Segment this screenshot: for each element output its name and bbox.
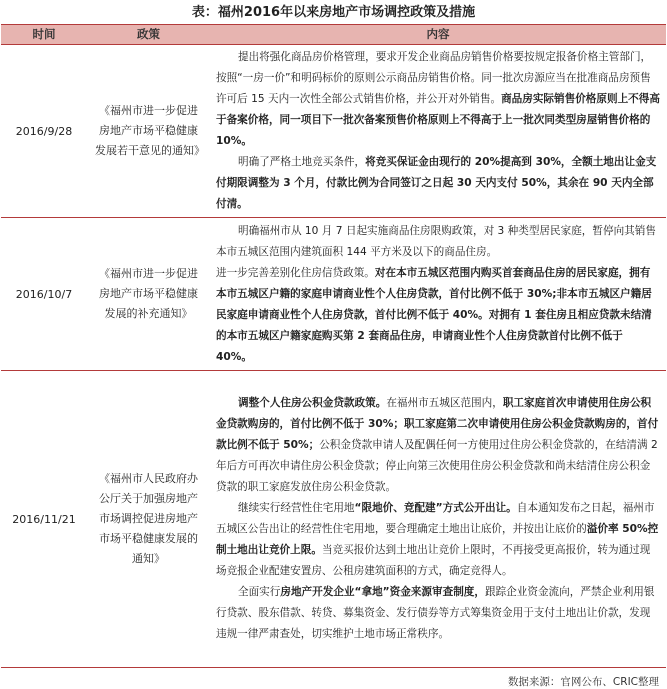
row-content: [210, 218, 666, 371]
content-text: 自本通知发布之日起，福州市五城区公告出让的经营性住宅用地，要合理确定土地出让底价，并按出让底价的: [216, 502, 655, 535]
content-bold-text: 调整个人住房公积金贷款政策。: [238, 397, 387, 409]
table-row: [1, 45, 666, 218]
row-policy: 《福州市进一步促进房地产市场平稳健康发展若干意见的通知》: [87, 45, 210, 218]
content-paragraph: [216, 47, 660, 152]
content-bold-text: 职工家庭首次申请使用住房公积金贷款购房的，首付比例不低于 30%；职工家庭第二次申请使用住房公积金贷款购房的，首付款比例不低于 50%；: [216, 397, 659, 451]
content-bold-text: 商品房实际销售价格原则上不得高于备案价格，同一项目下一批次备案预售价格原则上不得高于上一批次同类型房屋销售价格的 10%。: [216, 93, 660, 147]
content-text: 全面实行: [238, 586, 281, 598]
content-text: 明确福州市从 10 月 7 日起实施商品住房限购政策，对 3 种类型居民家庭，暂停向其销售本市五城区范围内建筑面积 144 平方米及以下的商品住房。: [216, 224, 656, 258]
row-time: 2016/10/7: [1, 218, 87, 371]
content-paragraph: [216, 152, 660, 215]
content-paragraph: [216, 221, 660, 263]
row-time: 2016/11/21: [1, 371, 87, 668]
header-content: 内容: [210, 25, 666, 45]
content-text: 继续实行经营性住宅用地: [238, 502, 355, 514]
content-text: 公积金贷款申请人及配偶任何一方使用过住房公积金贷款的，在结清满 2 年后方可再次申请住房公积金贷款；停止向第三次使用住房公积金贷款和尚未结清住房公积金贷款的职工家庭发放住房公积金贷款。: [216, 439, 658, 493]
row-content: [210, 371, 666, 668]
content-text: 跟踪企业资金流向，严禁企业利用银行贷款、股东借款、转贷、募集资金、发行债券等方式筹集资金用于支付土地出让价款，发现违规一律严肃查处，切实维护土地市场正常秩序。: [216, 586, 655, 640]
table-header-row: [1, 25, 666, 45]
policy-table: [1, 24, 666, 668]
content-paragraph: [216, 263, 660, 368]
content-paragraph: [216, 393, 660, 498]
table-title: 表：福州2016年以来房地产市场调控政策及措施: [191, 5, 476, 20]
table-row: [1, 218, 666, 371]
content-paragraph: [216, 498, 660, 582]
row-time: 2016/9/28: [1, 45, 87, 218]
header-policy: 政策: [87, 25, 210, 45]
content-bold-text: 房地产开发企业“拿地”资金来源审查制度，: [280, 586, 485, 598]
content-paragraph: [216, 582, 660, 645]
table-row: [1, 371, 666, 668]
content-text: 在福州市五城区范围内，: [386, 397, 503, 409]
row-content: [210, 45, 666, 218]
content-text: 提出将强化商品房价格管理，要求开发企业商品房销售价格要按规定报备价格主管部门，按照“一房一价”和明码标价的原则公示商品房销售价格。同一批次房源应当在批准商品房预售许可后 15 天内一次性全部公式销售价格，并公开对外销售。: [216, 51, 652, 105]
row-policy: 《福州市进一步促进房地产市场平稳健康发展的补充通知》: [87, 218, 210, 371]
content-text: 当竞买报价达到土地出让竞价上限时，不再接受更高报价，转为通过现场竞报企业配建安置房、公租房建筑面积的方式，确定竞得人。: [216, 544, 651, 577]
row-policy: 《福州市人民政府办公厅关于加强房地产市场调控促进房地产市场平稳健康发展的通知》: [87, 371, 210, 668]
content-bold-text: 将竞买保证金由现行的 20%提高到 30%，全额土地出让金支付期限调整为 3 个月，付款比例为合同签订之日起 30 天内支付 50%，其余在 90 天内全部付清。: [216, 156, 657, 210]
content-bold-text: “限地价、竞配建”方式公开出让。: [354, 502, 517, 514]
content-text: 明确了严格土地竞买条件，: [238, 156, 366, 168]
content-text: 进一步完善差别化住房信贷政策。: [216, 266, 375, 279]
data-source-note: 数据来源：官网公布、CRIC整理: [507, 676, 659, 688]
content-bold-text: 溢价率 50%控制土地出让竞价上限。: [216, 523, 659, 556]
header-time: 时间: [1, 25, 87, 45]
content-bold-text: 对在本市五城区范围内购买首套商品住房的居民家庭，拥有本市五城区户籍的家庭申请商业性个人住房贷款，首付比例不低于 30%;非本市五城区户籍居民家庭申请商业性个人住房贷款，首付比例不低于 40%。对拥有 1 套住房且相应贷款未结清的本市五城区户籍家庭购买第 2 套商品住房，申请商业性个人住房贷款首付比例不低于 40%。: [216, 266, 652, 363]
